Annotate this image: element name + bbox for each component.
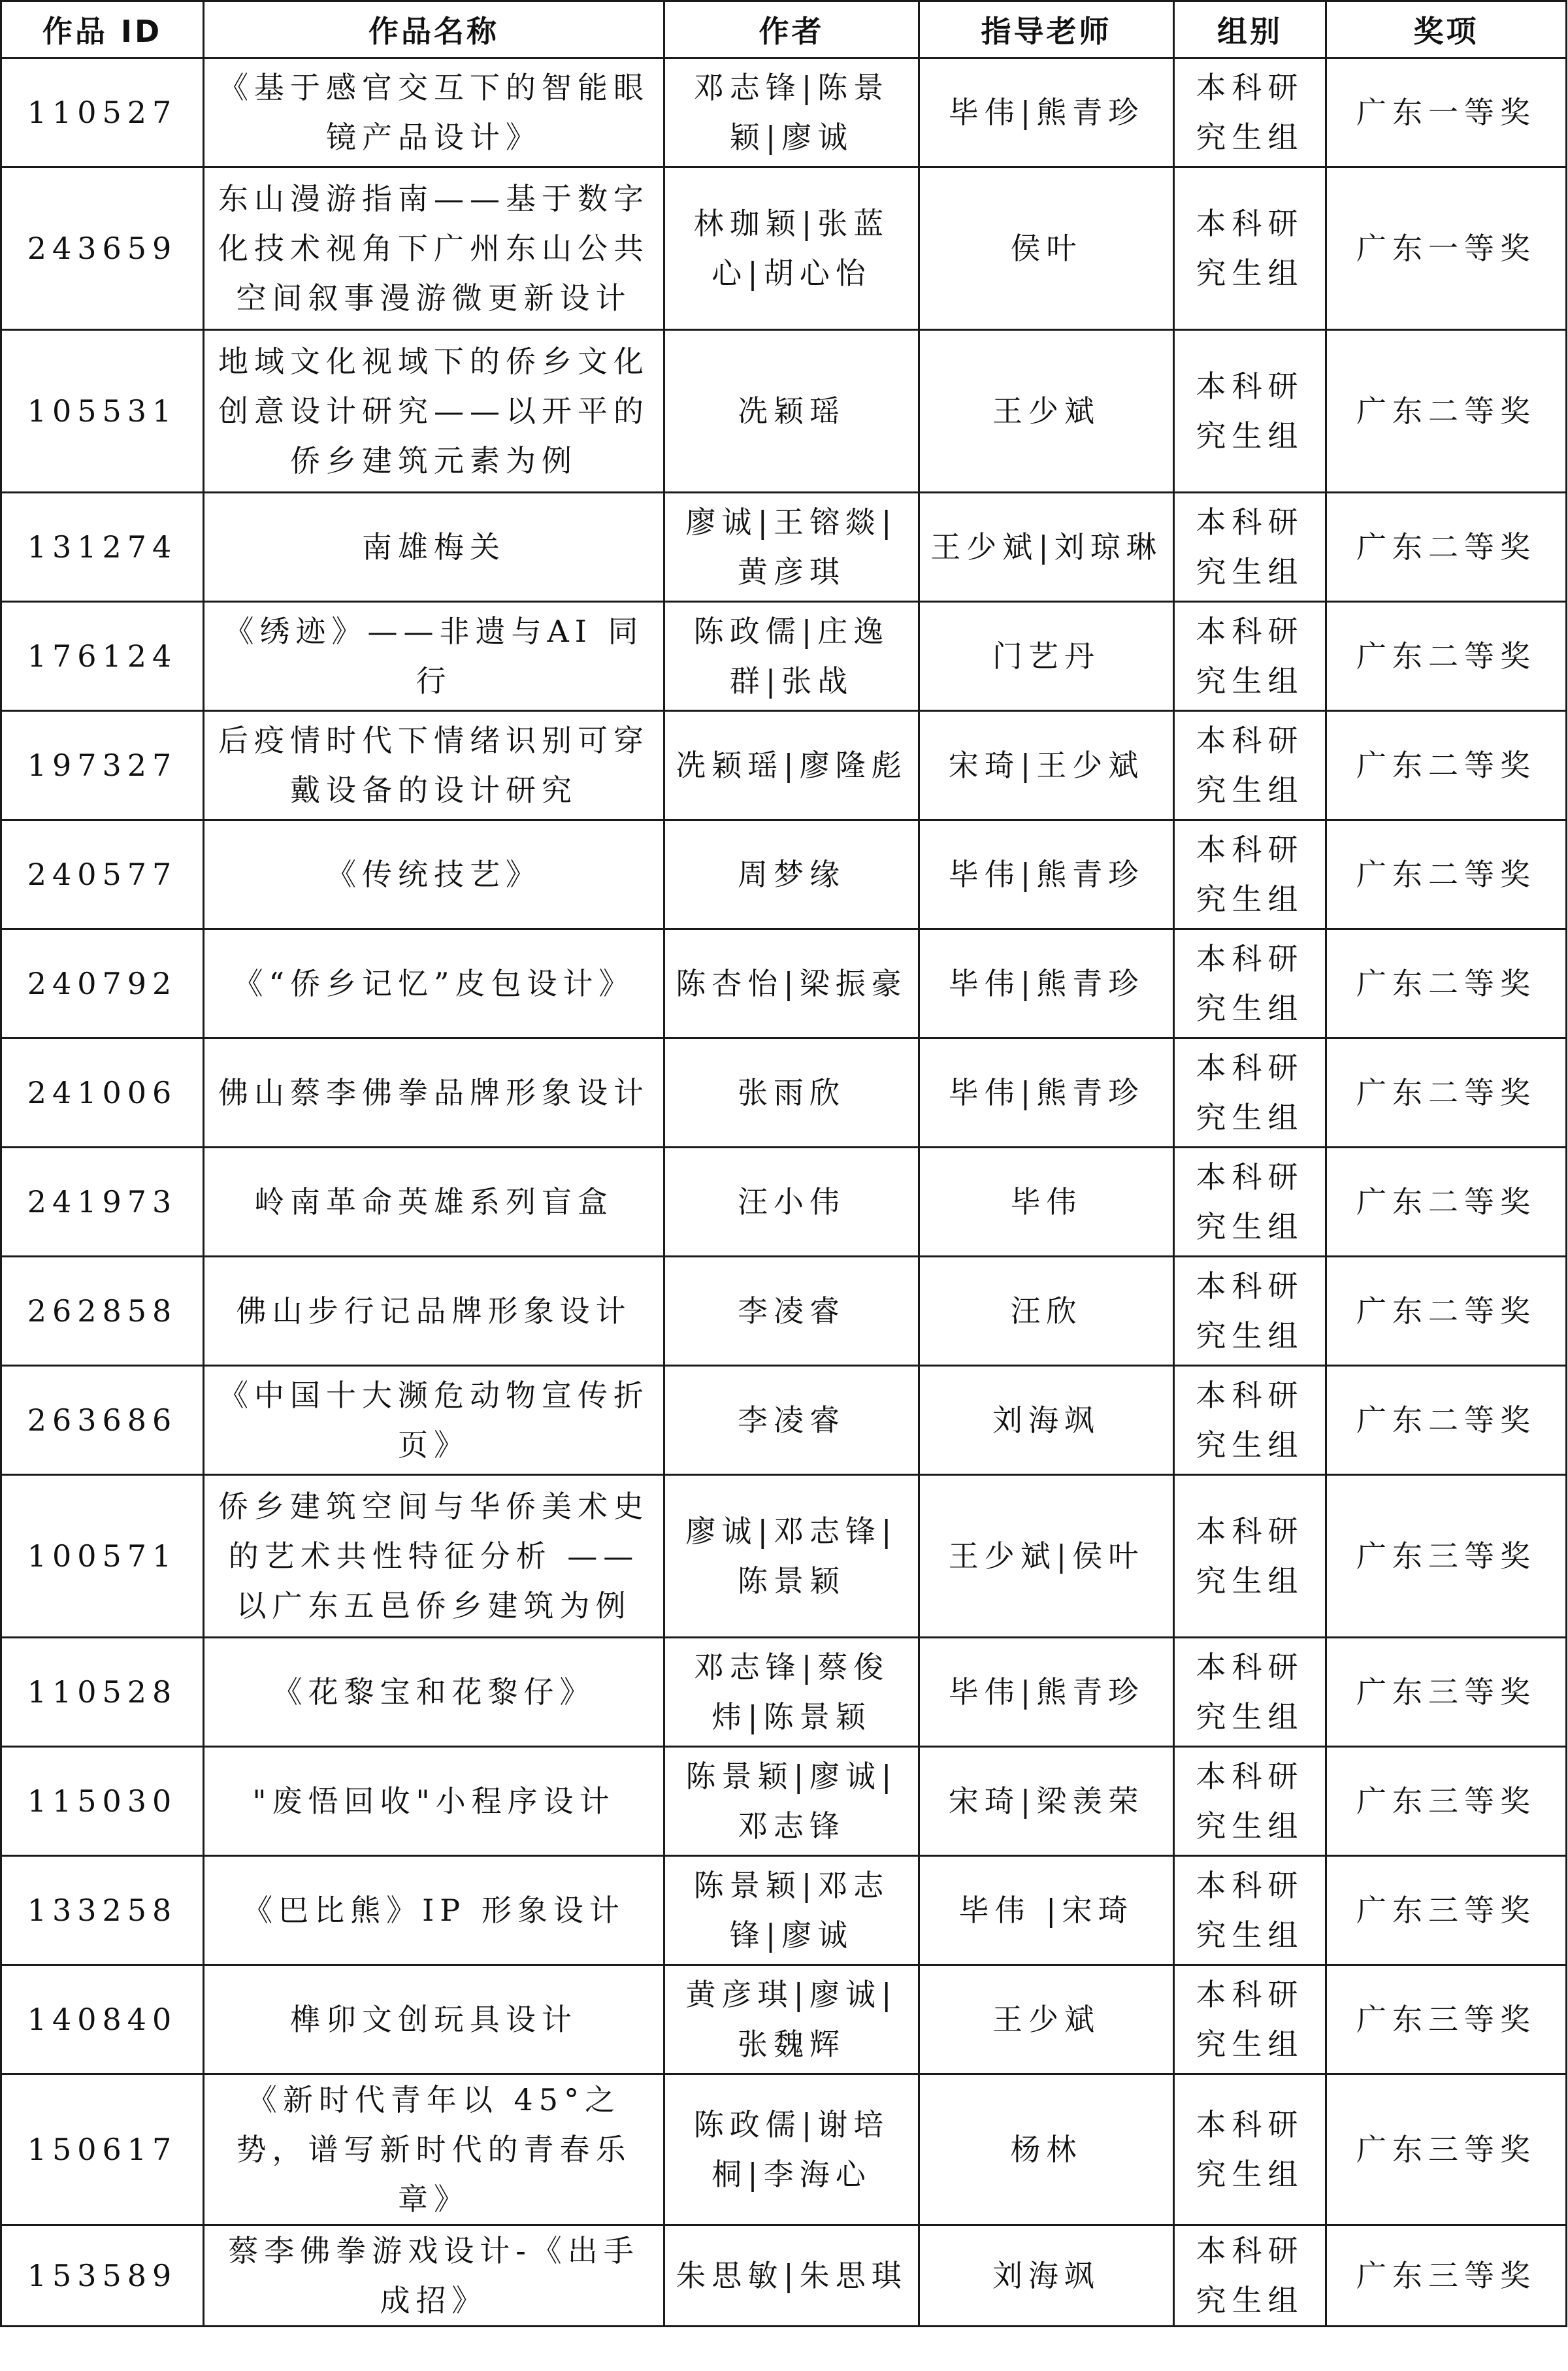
cell-author: 李凌睿 — [664, 1366, 919, 1475]
cell-advisor: 王少斌|侯叶 — [919, 1475, 1174, 1638]
cell-author: 周梦缘 — [664, 820, 919, 929]
cell-advisor: 侯叶 — [919, 167, 1174, 330]
cell-title: 《花黎宝和花黎仔》 — [204, 1638, 664, 1747]
cell-advisor: 王少斌 — [919, 330, 1174, 493]
cell-group: 本科研究生组 — [1174, 493, 1326, 602]
cell-author: 陈政儒|庄逸群|张战 — [664, 602, 919, 711]
table-row — [1, 1366, 1567, 1475]
table-row — [1, 1475, 1567, 1638]
cell-group: 本科研究生组 — [1174, 1148, 1326, 1257]
cell-id: 197327 — [1, 711, 204, 820]
cell-id: 263686 — [1, 1366, 204, 1475]
cell-advisor: 汪欣 — [919, 1257, 1174, 1366]
cell-award: 广东二等奖 — [1326, 1366, 1567, 1475]
cell-author: 陈景颖|邓志锋|廖诚 — [664, 1856, 919, 1965]
table-row — [1, 1257, 1567, 1366]
cell-award: 广东二等奖 — [1326, 929, 1567, 1038]
cell-advisor: 毕伟|熊青珍 — [919, 820, 1174, 929]
cell-group: 本科研究生组 — [1174, 929, 1326, 1038]
table-row — [1, 1038, 1567, 1148]
cell-author: 张雨欣 — [664, 1038, 919, 1148]
header-author: 作者 — [664, 1, 919, 58]
cell-id: 262858 — [1, 1257, 204, 1366]
table-row — [1, 1856, 1567, 1965]
cell-title: 佛山蔡李佛拳品牌形象设计 — [204, 1038, 664, 1148]
cell-award: 广东三等奖 — [1326, 2225, 1567, 2327]
cell-id: 131274 — [1, 493, 204, 602]
cell-award: 广东三等奖 — [1326, 1747, 1567, 1856]
cell-title: 东山漫游指南——基于数字化技术视角下广州东山公共空间叙事漫游微更新设计 — [204, 167, 664, 330]
cell-advisor: 毕伟|熊青珍 — [919, 58, 1174, 167]
cell-author: 邓志锋|陈景颖|廖诚 — [664, 58, 919, 167]
cell-title: 《绣迹》——非遗与AI 同行 — [204, 602, 664, 711]
cell-group: 本科研究生组 — [1174, 711, 1326, 820]
cell-author: 汪小伟 — [664, 1148, 919, 1257]
cell-title: 南雄梅关 — [204, 493, 664, 602]
cell-author: 廖诚|王镕燚|黄彦琪 — [664, 493, 919, 602]
cell-advisor: 毕伟|熊青珍 — [919, 1638, 1174, 1747]
cell-title: 《中国十大濒危动物宣传折 页》 — [204, 1366, 664, 1475]
cell-title: 地域文化视域下的侨乡文化创意设计研究——以开平的侨乡建筑元素为例 — [204, 330, 664, 493]
cell-award: 广东三等奖 — [1326, 2074, 1567, 2225]
cell-title: 《巴比熊》IP 形象设计 — [204, 1856, 664, 1965]
table-row — [1, 1747, 1567, 1856]
cell-author: 陈杏怡|梁振豪 — [664, 929, 919, 1038]
cell-title: 后疫情时代下情绪识别可穿 戴设备的设计研究 — [204, 711, 664, 820]
cell-author: 冼颖瑶|廖隆彪 — [664, 711, 919, 820]
cell-id: 105531 — [1, 330, 204, 493]
table-row — [1, 2074, 1567, 2225]
cell-id: 133258 — [1, 1856, 204, 1965]
cell-id: 241973 — [1, 1148, 204, 1257]
cell-title: 佛山步行记品牌形象设计 — [204, 1257, 664, 1366]
table-row — [1, 58, 1567, 167]
cell-author: 陈景颖|廖诚|邓志锋 — [664, 1747, 919, 1856]
cell-group: 本科研究生组 — [1174, 1038, 1326, 1148]
cell-award: 广东一等奖 — [1326, 58, 1567, 167]
cell-award: 广东二等奖 — [1326, 1038, 1567, 1148]
cell-group: 本科研究生组 — [1174, 2074, 1326, 2225]
cell-award: 广东二等奖 — [1326, 493, 1567, 602]
cell-id: 110528 — [1, 1638, 204, 1747]
table-row — [1, 2225, 1567, 2327]
cell-award: 广东二等奖 — [1326, 602, 1567, 711]
cell-award: 广东三等奖 — [1326, 1856, 1567, 1965]
table-row — [1, 1965, 1567, 2074]
cell-title: 榫卯文创玩具设计 — [204, 1965, 664, 2074]
cell-group: 本科研究生组 — [1174, 58, 1326, 167]
cell-advisor: 门艺丹 — [919, 602, 1174, 711]
cell-advisor: 杨林 — [919, 2074, 1174, 2225]
cell-author: 邓志锋|蔡俊炜|陈景颖 — [664, 1638, 919, 1747]
table-row — [1, 820, 1567, 929]
cell-group: 本科研究生组 — [1174, 1475, 1326, 1638]
cell-advisor: 毕伟 — [919, 1148, 1174, 1257]
cell-id: 115030 — [1, 1747, 204, 1856]
cell-advisor: 毕伟|熊青珍 — [919, 929, 1174, 1038]
cell-advisor: 宋琦|王少斌 — [919, 711, 1174, 820]
header-advisor: 指导老师 — [919, 1, 1174, 58]
header-award: 奖项 — [1326, 1, 1567, 58]
header-group: 组别 — [1174, 1, 1326, 58]
cell-author: 朱思敏|朱思琪 — [664, 2225, 919, 2327]
cell-id: 150617 — [1, 2074, 204, 2225]
cell-id: 100571 — [1, 1475, 204, 1638]
cell-id: 243659 — [1, 167, 204, 330]
table-row — [1, 929, 1567, 1038]
cell-id: 240792 — [1, 929, 204, 1038]
cell-author: 陈政儒|谢培桐|李海心 — [664, 2074, 919, 2225]
cell-title: 岭南革命英雄系列盲盒 — [204, 1148, 664, 1257]
cell-group: 本科研究生组 — [1174, 330, 1326, 493]
table-header-row — [1, 1, 1567, 58]
cell-advisor: 刘海飒 — [919, 2225, 1174, 2327]
cell-group: 本科研究生组 — [1174, 1638, 1326, 1747]
table-row — [1, 1638, 1567, 1747]
table-row — [1, 711, 1567, 820]
cell-award: 广东三等奖 — [1326, 1965, 1567, 2074]
table-row — [1, 493, 1567, 602]
cell-award: 广东一等奖 — [1326, 167, 1567, 330]
cell-group: 本科研究生组 — [1174, 820, 1326, 929]
cell-author: 黄彦琪|廖诚|张魏辉 — [664, 1965, 919, 2074]
cell-award: 广东二等奖 — [1326, 1148, 1567, 1257]
cell-author: 李凌睿 — [664, 1257, 919, 1366]
table-row — [1, 1148, 1567, 1257]
cell-title: 《传统技艺》 — [204, 820, 664, 929]
cell-group: 本科研究生组 — [1174, 1366, 1326, 1475]
cell-title: 《基于感官交互下的智能眼 镜产品设计》 — [204, 58, 664, 167]
header-id: 作品 ID — [1, 1, 204, 58]
cell-group: 本科研究生组 — [1174, 167, 1326, 330]
cell-group: 本科研究生组 — [1174, 1965, 1326, 2074]
cell-author: 廖诚|邓志锋|陈景颖 — [664, 1475, 919, 1638]
table-row — [1, 602, 1567, 711]
cell-award: 广东二等奖 — [1326, 1257, 1567, 1366]
cell-group: 本科研究生组 — [1174, 1747, 1326, 1856]
cell-group: 本科研究生组 — [1174, 1856, 1326, 1965]
cell-advisor: 宋琦|梁羡荣 — [919, 1747, 1174, 1856]
cell-group: 本科研究生组 — [1174, 602, 1326, 711]
cell-title: 侨乡建筑空间与华侨美术史的艺术共性特征分析 ——以广东五邑侨乡建筑为例 — [204, 1475, 664, 1638]
cell-id: 240577 — [1, 820, 204, 929]
cell-id: 176124 — [1, 602, 204, 711]
header-title: 作品名称 — [204, 1, 664, 58]
cell-advisor: 毕伟 |宋琦 — [919, 1856, 1174, 1965]
cell-id: 241006 — [1, 1038, 204, 1148]
cell-advisor: 王少斌 — [919, 1965, 1174, 2074]
cell-author: 冼颖瑶 — [664, 330, 919, 493]
cell-title: 蔡李佛拳游戏设计-《出手成招》 — [204, 2225, 664, 2327]
cell-award: 广东三等奖 — [1326, 1475, 1567, 1638]
cell-advisor: 刘海飒 — [919, 1366, 1174, 1475]
cell-group: 本科研究生组 — [1174, 1257, 1326, 1366]
cell-id: 153589 — [1, 2225, 204, 2327]
cell-title: 《“侨乡记忆”皮包设计》 — [204, 929, 664, 1038]
cell-author: 林珈颖|张蓝心|胡心怡 — [664, 167, 919, 330]
table-body — [1, 58, 1567, 2327]
cell-id: 110527 — [1, 58, 204, 167]
cell-award: 广东二等奖 — [1326, 820, 1567, 929]
cell-advisor: 王少斌|刘琼琳 — [919, 493, 1174, 602]
cell-award: 广东二等奖 — [1326, 711, 1567, 820]
cell-advisor: 毕伟|熊青珍 — [919, 1038, 1174, 1148]
table-row — [1, 330, 1567, 493]
cell-title: 《新时代青年以 45°之势，谱写新时代的青春乐章》 — [204, 2074, 664, 2225]
cell-group: 本科研究生组 — [1174, 2225, 1326, 2327]
cell-id: 140840 — [1, 1965, 204, 2074]
table-row — [1, 167, 1567, 330]
cell-title: "废悟回收"小程序设计 — [204, 1747, 664, 1856]
cell-award: 广东三等奖 — [1326, 1638, 1567, 1747]
cell-award: 广东二等奖 — [1326, 330, 1567, 493]
